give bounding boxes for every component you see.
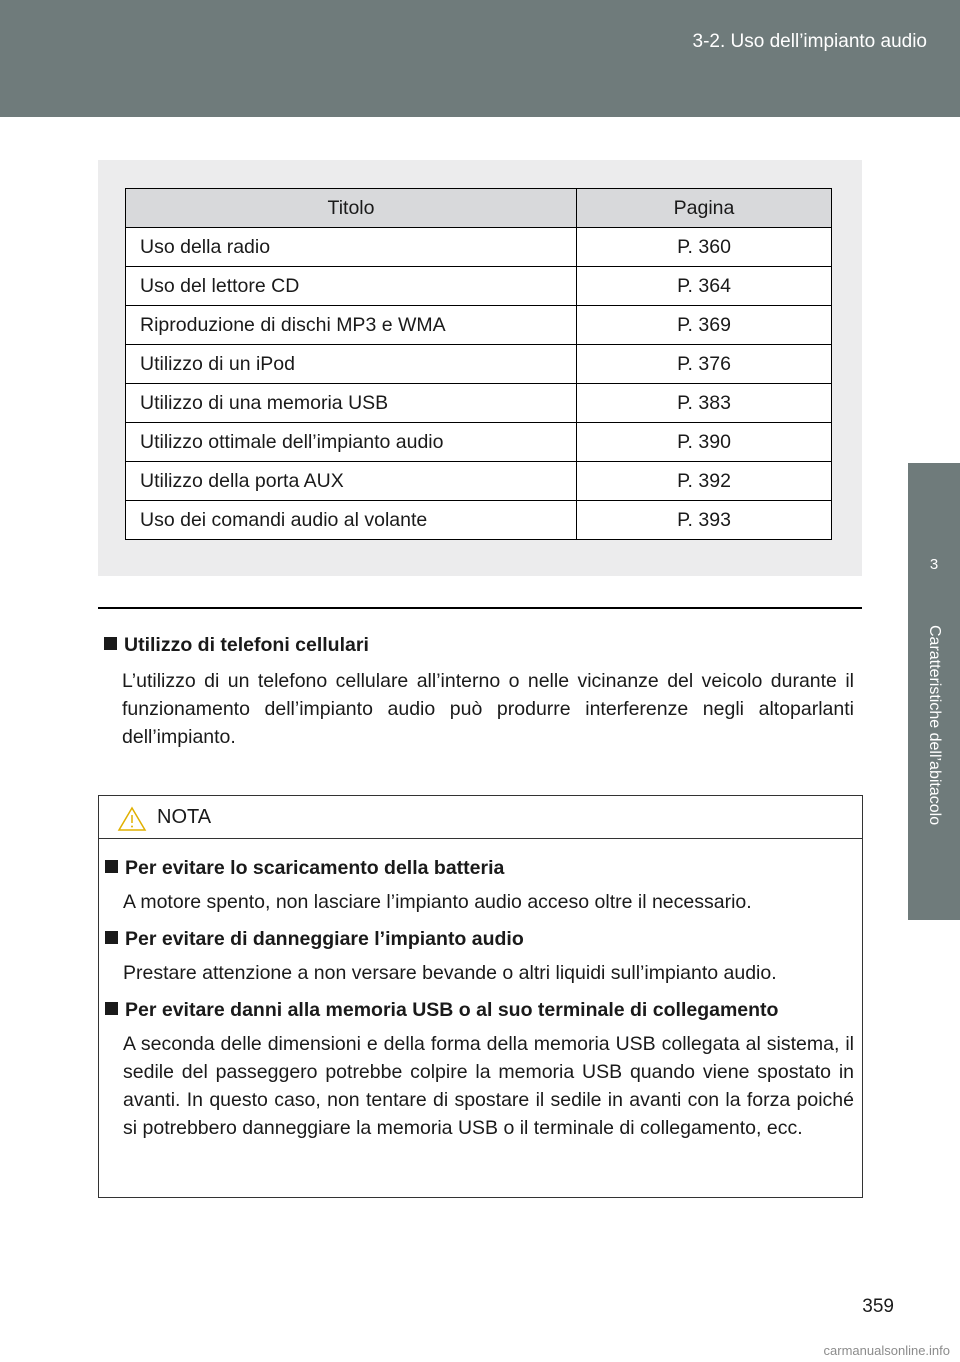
watermark: carmanualsonline.info (823, 1343, 950, 1358)
toc-row-page: P. 392 (577, 462, 832, 501)
section-divider (98, 607, 862, 609)
toc-panel (98, 160, 862, 576)
warning-triangle-icon (117, 806, 147, 832)
toc-header-title: Titolo (126, 189, 577, 228)
bullet-square-icon (105, 1002, 118, 1015)
nota-item-text: A motore spento, non lasciare l’impianto audio acceso oltre il necessario. (123, 891, 752, 913)
toc-row-page: P. 390 (577, 423, 832, 462)
toc-row-title: Uso dei comandi audio al volante (126, 501, 577, 540)
table-row (126, 345, 832, 384)
toc-row-page: P. 376 (577, 345, 832, 384)
toc-table (125, 188, 832, 540)
bullet-square-icon (105, 860, 118, 873)
toc-row-page: P. 393 (577, 501, 832, 540)
nota-item-text: A seconda delle dimensioni e della forma della memoria USB collegata al sistema, il sedile del passeggero potrebbe colpire la memoria USB quando viene spostato in avanti. In questo caso, non tentare di spostare il sedile in avanti con la forza poiché si potrebbero danneggiare la memoria USB o il terminale di collegamento, ecc. (123, 1033, 854, 1139)
bullet-square-icon (104, 637, 117, 650)
chapter-number: 3 (929, 556, 939, 573)
page-number: 359 (862, 1296, 894, 1317)
nota-item-heading-text: Per evitare danni alla memoria USB o al suo terminale di collegamento (125, 999, 779, 1021)
toc-row-title: Utilizzo di una memoria USB (126, 384, 577, 423)
nota-item-heading (105, 857, 854, 880)
section-title: 3-2. Uso dell’impianto audio (692, 31, 927, 52)
bullet-square-icon (105, 931, 118, 944)
section-heading-text: Utilizzo di telefoni cellulari (124, 634, 369, 656)
toc-row-title: Utilizzo ottimale dell’impianto audio (126, 423, 577, 462)
toc-row-title: Utilizzo di un iPod (126, 345, 577, 384)
toc-row-page: P. 369 (577, 306, 832, 345)
table-row (126, 306, 832, 345)
toc-row-title: Utilizzo della porta AUX (126, 462, 577, 501)
table-row (126, 384, 832, 423)
toc-row-title: Riproduzione di dischi MP3 e WMA (126, 306, 577, 345)
toc-row-title: Uso del lettore CD (126, 267, 577, 306)
nota-box (98, 795, 863, 1198)
toc-header-page: Pagina (577, 189, 832, 228)
cellphone-section (104, 634, 854, 751)
nota-item-text: Prestare attenzione a non versare bevande o altri liquidi sull’impianto audio. (123, 962, 777, 984)
nota-item-heading-text: Per evitare lo scaricamento della batteria (125, 857, 505, 879)
table-row (126, 423, 832, 462)
nota-item-heading (105, 999, 854, 1022)
chapter-side-tab (908, 463, 960, 920)
page-header (0, 0, 960, 117)
nota-title: NOTA (157, 806, 212, 828)
section-heading (104, 634, 854, 657)
toc-row-page: P. 360 (577, 228, 832, 267)
chapter-title: Caratteristiche dell’abitacolo (926, 625, 943, 826)
nota-body (99, 839, 862, 1142)
toc-header-row (126, 189, 832, 228)
table-row (126, 267, 832, 306)
nota-header (99, 796, 862, 839)
nota-item-heading (105, 928, 854, 951)
table-row (126, 228, 832, 267)
toc-row-title: Uso della radio (126, 228, 577, 267)
toc-row-page: P. 364 (577, 267, 832, 306)
toc-row-page: P. 383 (577, 384, 832, 423)
section-paragraph: L’utilizzo di un telefono cellulare all’interno o nelle vicinanze del veicolo durante il funzionamento dell’impianto audio può produrre interferenze negli altoparlanti dell’impianto. (122, 670, 854, 748)
table-row (126, 462, 832, 501)
table-row (126, 501, 832, 540)
nota-item-heading-text: Per evitare di danneggiare l’impianto audio (125, 928, 524, 950)
